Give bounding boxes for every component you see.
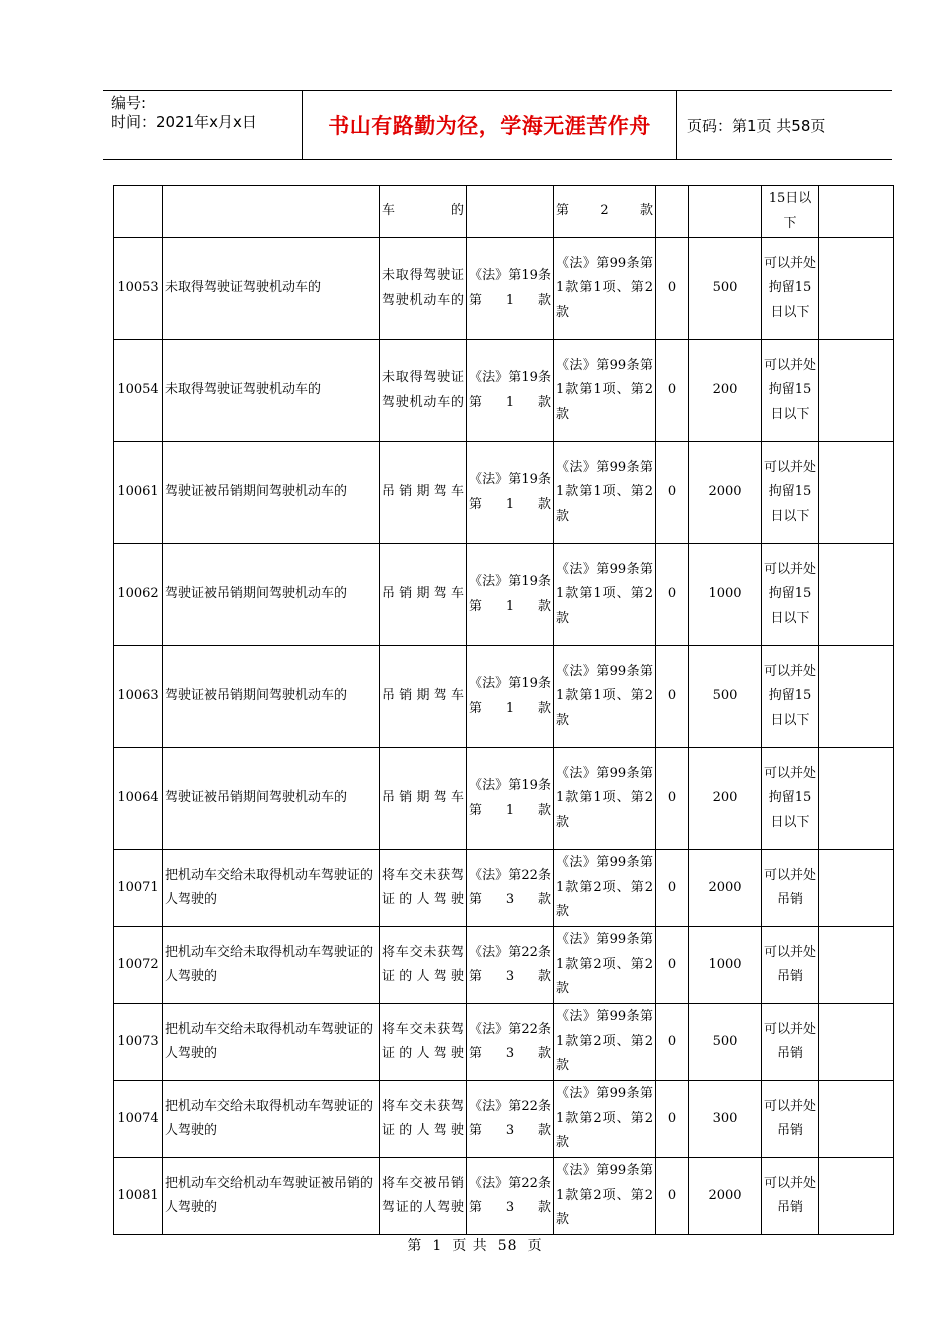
cell-remark <box>819 1158 894 1235</box>
cell-remark <box>819 186 894 238</box>
table-body <box>114 186 894 1235</box>
cell-fine: 500 <box>689 646 762 748</box>
cell-other-measures: 可以并处拘留15日以下 <box>762 238 819 340</box>
cell-code: 10074 <box>114 1081 163 1158</box>
cell-code: 10071 <box>114 850 163 927</box>
cell-behavior: 未取得驾驶证驾驶机动车的 <box>163 340 380 442</box>
cell-code: 10063 <box>114 646 163 748</box>
cell-other-measures: 可以并处拘留15日以下 <box>762 340 819 442</box>
cell-remark <box>819 544 894 646</box>
violation-table <box>113 185 894 1235</box>
cell-points: 0 <box>656 748 689 850</box>
cell-penalty-basis: 《法》第99条第1款第2项、第2款 <box>554 1004 656 1081</box>
cell-points: 0 <box>656 544 689 646</box>
cell-points <box>656 186 689 238</box>
cell-legal-basis: 《法》第19条第1款 <box>467 442 554 544</box>
cell-points: 0 <box>656 442 689 544</box>
cell-penalty-basis: 《法》第99条第1款第2项、第2款 <box>554 1081 656 1158</box>
cell-legal-basis: 《法》第22条第3款 <box>467 927 554 1004</box>
table-row <box>114 850 894 927</box>
cell-behavior: 驾驶证被吊销期间驾驶机动车的 <box>163 544 380 646</box>
cell-behavior: 把机动车交给机动车驾驶证被吊销的人驾驶的 <box>163 1158 380 1235</box>
cell-remark <box>819 646 894 748</box>
table-row <box>114 186 894 238</box>
cell-short-description: 吊销期驾车 <box>380 646 467 748</box>
cell-short-description: 吊销期驾车 <box>380 442 467 544</box>
cell-legal-basis: 《法》第19条第1款 <box>467 340 554 442</box>
cell-fine: 200 <box>689 340 762 442</box>
cell-remark <box>819 927 894 1004</box>
cell-penalty-basis: 《法》第99条第1款第1项、第2款 <box>554 748 656 850</box>
cell-behavior: 把机动车交给未取得机动车驾驶证的人驾驶的 <box>163 1081 380 1158</box>
cell-legal-basis: 《法》第19条第1款 <box>467 238 554 340</box>
cell-points: 0 <box>656 1004 689 1081</box>
footer-mid: 页 共 <box>452 1238 488 1254</box>
cell-points: 0 <box>656 1081 689 1158</box>
cell-short-description: 车的 <box>380 186 467 238</box>
cell-short-description: 将车交未获驾证的人驾驶 <box>380 927 467 1004</box>
cell-behavior <box>163 186 380 238</box>
cell-legal-basis: 《法》第19条第1款 <box>467 544 554 646</box>
cell-penalty-basis: 《法》第99条第1款第2项、第2款 <box>554 1158 656 1235</box>
cell-short-description: 将车交未获驾证的人驾驶 <box>380 1004 467 1081</box>
cell-legal-basis: 《法》第22条第3款 <box>467 850 554 927</box>
cell-penalty-basis: 《法》第99条第1款第1项、第2款 <box>554 544 656 646</box>
cell-code: 10054 <box>114 340 163 442</box>
cell-penalty-basis: 第2款 <box>554 186 656 238</box>
footer-prefix: 第 <box>407 1238 423 1254</box>
table-row <box>114 748 894 850</box>
cell-penalty-basis: 《法》第99条第1款第1项、第2款 <box>554 442 656 544</box>
cell-legal-basis: 《法》第22条第3款 <box>467 1081 554 1158</box>
footer-suffix: 页 <box>527 1238 543 1254</box>
cell-code: 10053 <box>114 238 163 340</box>
cell-other-measures: 可以并处拘留15日以下 <box>762 544 819 646</box>
cell-fine: 200 <box>689 748 762 850</box>
header-motto: 书山有路勤为径，学海无涯苦作舟 <box>303 91 677 159</box>
cell-points: 0 <box>656 646 689 748</box>
cell-other-measures: 可以并处吊销 <box>762 927 819 1004</box>
cell-remark <box>819 442 894 544</box>
cell-points: 0 <box>656 850 689 927</box>
cell-short-description: 未取得驾驶证驾驶机动车的 <box>380 238 467 340</box>
cell-points: 0 <box>656 238 689 340</box>
cell-penalty-basis: 《法》第99条第1款第2项、第2款 <box>554 927 656 1004</box>
cell-points: 0 <box>656 340 689 442</box>
cell-short-description: 将车交被吊销驾证的人驾驶 <box>380 1158 467 1235</box>
cell-fine: 2000 <box>689 850 762 927</box>
cell-fine: 2000 <box>689 442 762 544</box>
cell-remark <box>819 340 894 442</box>
document-number-label: 编号: <box>111 94 147 112</box>
cell-behavior: 把机动车交给未取得机动车驾驶证的人驾驶的 <box>163 1004 380 1081</box>
page-header <box>103 90 892 160</box>
cell-penalty-basis: 《法》第99条第1款第2项、第2款 <box>554 850 656 927</box>
table-row <box>114 1158 894 1235</box>
footer-current-page: 1 <box>432 1238 443 1254</box>
cell-remark <box>819 1004 894 1081</box>
cell-fine: 300 <box>689 1081 762 1158</box>
cell-remark <box>819 850 894 927</box>
cell-fine <box>689 186 762 238</box>
cell-behavior: 驾驶证被吊销期间驾驶机动车的 <box>163 442 380 544</box>
cell-points: 0 <box>656 1158 689 1235</box>
cell-other-measures: 可以并处吊销 <box>762 1004 819 1081</box>
cell-fine: 2000 <box>689 1158 762 1235</box>
cell-remark <box>819 748 894 850</box>
table-row <box>114 1081 894 1158</box>
cell-fine: 500 <box>689 1004 762 1081</box>
cell-code: 10073 <box>114 1004 163 1081</box>
cell-code: 10064 <box>114 748 163 850</box>
table-row <box>114 340 894 442</box>
cell-code: 10072 <box>114 927 163 1004</box>
cell-other-measures: 可以并处拘留15日以下 <box>762 646 819 748</box>
cell-fine: 500 <box>689 238 762 340</box>
cell-legal-basis <box>467 186 554 238</box>
cell-remark <box>819 1081 894 1158</box>
cell-behavior: 驾驶证被吊销期间驾驶机动车的 <box>163 748 380 850</box>
cell-legal-basis: 《法》第19条第1款 <box>467 748 554 850</box>
cell-penalty-basis: 《法》第99条第1款第1项、第2款 <box>554 238 656 340</box>
document-time-label: 时间：2021年x月x日 <box>111 113 257 131</box>
cell-code: 10081 <box>114 1158 163 1235</box>
table-row <box>114 646 894 748</box>
cell-behavior: 把机动车交给未取得机动车驾驶证的人驾驶的 <box>163 927 380 1004</box>
cell-other-measures: 可以并处拘留15日以下 <box>762 442 819 544</box>
cell-other-measures: 可以并处吊销 <box>762 1081 819 1158</box>
cell-fine: 1000 <box>689 927 762 1004</box>
cell-legal-basis: 《法》第22条第3款 <box>467 1004 554 1081</box>
cell-penalty-basis: 《法》第99条第1款第1项、第2款 <box>554 646 656 748</box>
cell-other-measures: 可以并处吊销 <box>762 850 819 927</box>
cell-legal-basis: 《法》第19条第1款 <box>467 646 554 748</box>
cell-short-description: 未取得驾驶证驾驶机动车的 <box>380 340 467 442</box>
table-row <box>114 442 894 544</box>
header-page-info: 页码：第1页 共58页 <box>687 116 826 135</box>
cell-short-description: 吊销期驾车 <box>380 748 467 850</box>
cell-legal-basis: 《法》第22条第3款 <box>467 1158 554 1235</box>
cell-code: 10061 <box>114 442 163 544</box>
cell-penalty-basis: 《法》第99条第1款第1项、第2款 <box>554 340 656 442</box>
cell-other-measures: 可以并处拘留15日以下 <box>762 748 819 850</box>
cell-short-description: 吊销期驾车 <box>380 544 467 646</box>
footer-total-pages: 58 <box>497 1238 518 1254</box>
cell-short-description: 将车交未获驾证的人驾驶 <box>380 1081 467 1158</box>
table-row <box>114 238 894 340</box>
table-row <box>114 1004 894 1081</box>
cell-fine: 1000 <box>689 544 762 646</box>
header-meta <box>103 91 303 159</box>
cell-short-description: 将车交未获驾证的人驾驶 <box>380 850 467 927</box>
cell-behavior: 把机动车交给未取得机动车驾驶证的人驾驶的 <box>163 850 380 927</box>
cell-behavior: 驾驶证被吊销期间驾驶机动车的 <box>163 646 380 748</box>
cell-points: 0 <box>656 927 689 1004</box>
cell-remark <box>819 238 894 340</box>
cell-other-measures: 15日以下 <box>762 186 819 238</box>
page-footer <box>0 1235 950 1255</box>
table-row <box>114 544 894 646</box>
table-row <box>114 927 894 1004</box>
cell-behavior: 未取得驾驶证驾驶机动车的 <box>163 238 380 340</box>
cell-other-measures: 可以并处吊销 <box>762 1158 819 1235</box>
cell-code <box>114 186 163 238</box>
cell-code: 10062 <box>114 544 163 646</box>
